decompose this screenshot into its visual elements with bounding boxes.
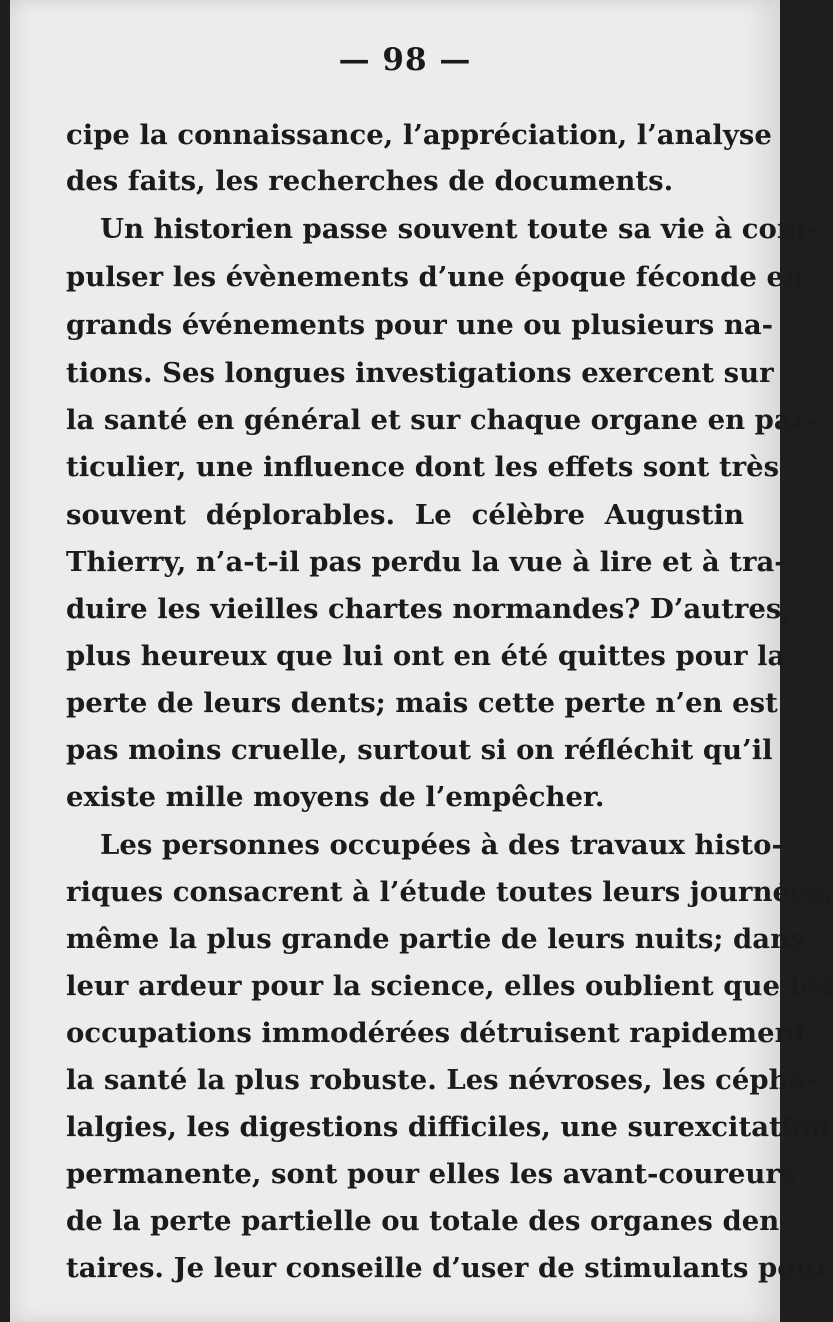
text-line: ticulier, une influence dont les effets sont très bbox=[66, 451, 780, 483]
page-number: — 98 — bbox=[338, 42, 472, 78]
text-line: pas moins cruelle, surtout si on réfléchit qu’il bbox=[66, 734, 773, 766]
text-line: Thierry, n’a-t-il pas perdu la vue à lire et à tra- bbox=[66, 546, 786, 578]
text-line: duire les vieilles chartes normandes? D’autres, bbox=[66, 593, 791, 625]
text-line: de la perte partielle ou totale des organes den- bbox=[66, 1205, 791, 1237]
paragraph-first-line: Les personnes occupées à des travaux histo- bbox=[100, 829, 783, 861]
text-line: des faits, les recherches de documents. bbox=[66, 165, 674, 197]
text-line: plus heureux que lui ont en été quittes pour la bbox=[66, 640, 786, 672]
text-line: taires. Je leur conseille d’user de stimulants pour bbox=[66, 1252, 831, 1284]
paragraph-first-line: Un historien passe souvent toute sa vie à com- bbox=[100, 213, 818, 245]
text-line: leur ardeur pour la science, elles oublient que les bbox=[66, 970, 833, 1002]
text-line: lalgies, les digestions difficiles, une surexcitation bbox=[66, 1111, 831, 1143]
text-line: grands événements pour une ou plusieurs na- bbox=[66, 309, 774, 341]
book-page bbox=[10, 0, 833, 1322]
text-line: occupations immodérées détruisent rapidement bbox=[66, 1017, 808, 1049]
text-line: perte de leurs dents; mais cette perte n’en est bbox=[66, 687, 778, 719]
text-line: riques consacrent à l’étude toutes leurs journées, bbox=[66, 876, 833, 908]
text-line: cipe la connaissance, l’appréciation, l’analyse bbox=[66, 119, 772, 151]
text-line: permanente, sont pour elles les avant-coureurs bbox=[66, 1158, 796, 1190]
text-line: la santé en général et sur chaque organe en par- bbox=[66, 404, 818, 436]
text-line: même la plus grande partie de leurs nuits; dans bbox=[66, 923, 806, 955]
text-line: la santé la plus robuste. Les névroses, les cépha- bbox=[66, 1064, 818, 1096]
text-line: souvent déplorables. Le célèbre Augustin bbox=[66, 499, 744, 531]
text-line: pulser les évènements d’une époque féconde en bbox=[66, 261, 804, 293]
text-line: existe mille moyens de l’empêcher. bbox=[66, 781, 605, 813]
text-line: tions. Ses longues investigations exercent sur bbox=[66, 357, 774, 389]
